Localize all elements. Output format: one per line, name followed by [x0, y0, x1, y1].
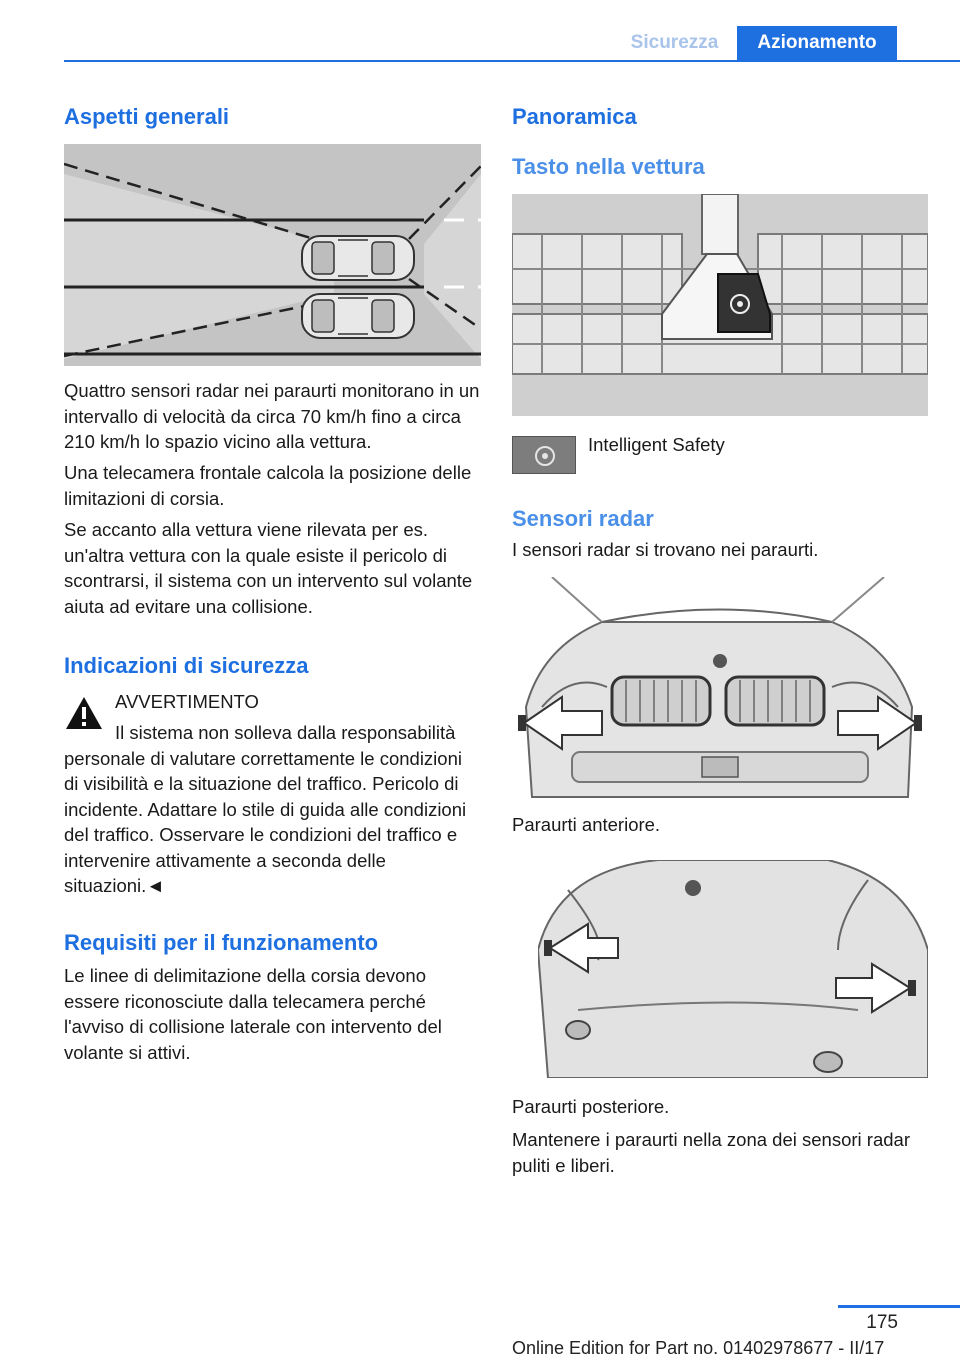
footer-rule: [838, 1305, 960, 1308]
tab-sicurezza[interactable]: Sicurezza: [612, 26, 737, 62]
rear-bumper-figure: [538, 860, 928, 1078]
paragraph-sensori: I sensori radar si trovano nei paraurti.: [512, 539, 819, 560]
caption-rear-bumper: Paraurti posteriore.: [512, 1096, 670, 1117]
header-rule: [64, 60, 960, 62]
heading-aspetti-generali: Aspetti generali: [64, 104, 230, 129]
heading-indicazioni-sicurezza: Indicazioni di sicurezza: [64, 653, 309, 678]
paragraph-keep-clean: Mantenere i paraurti nella zona dei sensori radar puliti e liberi.: [512, 1129, 910, 1176]
heading-requisiti: Requisiti per il funzionamento: [64, 930, 379, 955]
button-label: Intelligent Safety: [588, 434, 725, 455]
paragraph-requisiti: Le linee di delimitazione della corsia devono essere riconosciute dalla telecamera perché l'avviso di collisione laterale con intervento del volante si attivi.: [64, 965, 442, 1063]
heading-panoramica: Panoramica: [512, 104, 637, 129]
warning-title: AVVERTIMENTO: [115, 691, 259, 712]
heading-tasto-vettura: Tasto nella vettura: [512, 154, 705, 179]
heading-sensori-radar: Sensori radar: [512, 506, 654, 531]
intelligent-safety-button-icon: [512, 436, 576, 474]
paragraph-radar-range: Quattro sensori radar nei paraurti monitorano in un intervallo di velocità da circa 70 km/h fino a circa 210 km/h lo spazio vicino alla vettura.: [64, 380, 480, 452]
paragraph-camera: Una telecamera frontale calcola la posizione delle limitazioni di corsia.: [64, 462, 472, 509]
warning-text: Il sistema non solleva dalla responsabilità personale di valutare correttamente le condizioni di visibilità e la situazione del traffico. Pericolo di incidente. Adattare lo stile di guida alle condizioni del traffico. Osservare le condizioni del traffico e intervenire attivamente a seconda delle situazioni.◄: [64, 722, 467, 896]
lane-diagram-figure: [64, 144, 481, 366]
page-number: 175: [866, 1312, 898, 1333]
front-bumper-figure: [512, 577, 928, 799]
tab-azionamento[interactable]: Azionamento: [737, 26, 897, 62]
button-location-figure: [512, 194, 928, 416]
paragraph-collision: Se accanto alla vettura viene rilevata per es. un'altra vettura con la quale esiste il pericolo di scontrarsi, il sistema con un intervento sul volante aiuta ad evitare una collisione.: [64, 519, 473, 617]
caption-front-bumper: Paraurti anteriore.: [512, 814, 661, 835]
footer-edition: Online Edition for Part no. 01402978677 - II/17: [512, 1338, 885, 1358]
